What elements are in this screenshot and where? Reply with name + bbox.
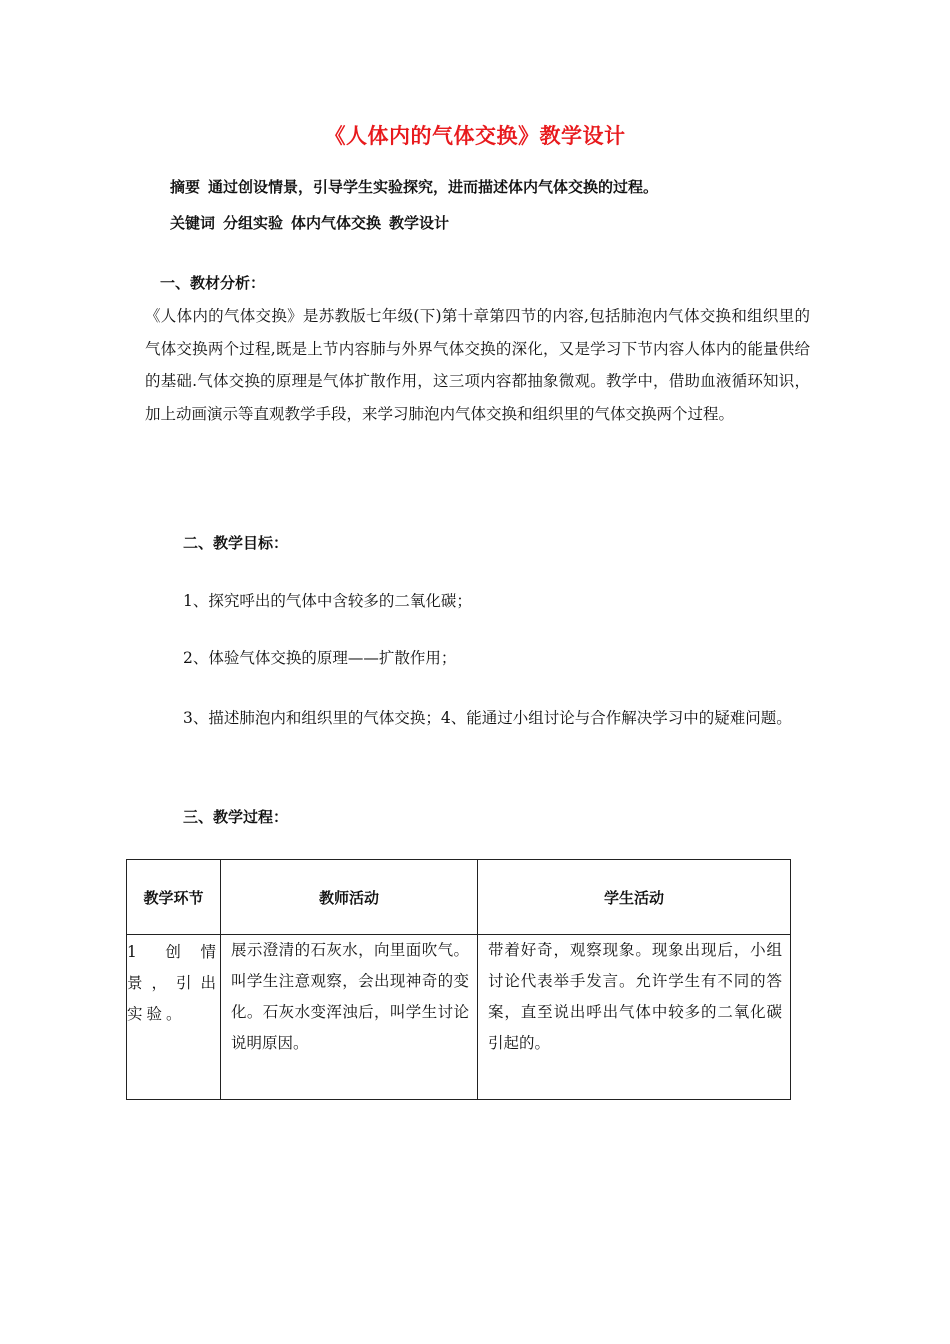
section-heading-textbook-analysis: 一、教材分析： (160, 274, 266, 292)
table-cell-stage: 1 创情景，引出实验。 (127, 935, 221, 1100)
table-header-teacher: 教师活动 (221, 860, 478, 935)
document-title: 《人体内的气体交换》教学设计 (324, 124, 626, 148)
section-heading-teaching-process: 三、教学过程： (183, 808, 289, 826)
table-row (127, 935, 791, 1100)
abstract-text: 通过创设情景，引导学生实验探究，进而描述体内气体交换的过程。 (208, 178, 659, 196)
keyword-item: 教学设计 (389, 214, 450, 232)
table-cell-student-activity: 带着好奇，观察现象。现象出现后，小组讨论代表举手发言。允许学生有不同的答案，直至说出呼出气体中较多的二氧化碳引起的。 (478, 935, 791, 1100)
abstract-label: 摘要 (170, 178, 201, 196)
textbook-analysis-paragraph: 《人体内的气体交换》是苏教版七年级(下)第十章第四节的内容,包括肺泡内气体交换和组织里的气体交换两个过程,既是上节内容肺与外界气体交换的深化，又是学习下节内容人体内的能量供给的基础.气体交换的原理是气体扩散作用，这三项内容都抽象微观。教学中，借助血液循环知识，加上动画演示等直观教学手段，来学习肺泡内气体交换和组织里的气体交换两个过程。 (145, 307, 810, 423)
keywords-label: 关键词 (170, 214, 216, 232)
keyword-item: 体内气体交换 (291, 214, 382, 232)
abstract-line (170, 176, 658, 197)
section-heading-teaching-goals: 二、教学目标： (183, 534, 289, 552)
goal-item: 3、描述肺泡内和组织里的气体交换；4、能通过小组讨论与合作解决学习中的疑难问题。 (183, 709, 792, 727)
table-header-stage: 教学环节 (127, 860, 221, 935)
table-cell-teacher-activity: 展示澄清的石灰水，向里面吹气。叫学生注意观察，会出现神奇的变化。石灰水变浑浊后，叫学生讨论说明原因。 (221, 935, 478, 1100)
keywords-line (170, 212, 457, 233)
table-header-student: 学生活动 (478, 860, 791, 935)
goal-item: 1、探究呼出的气体中含较多的二氧化碳； (183, 592, 472, 610)
teaching-process-table (126, 859, 791, 1100)
table-header-row (127, 860, 791, 935)
goal-item: 2、体验气体交换的原理——扩散作用； (183, 649, 457, 667)
keyword-item: 分组实验 (223, 214, 284, 232)
